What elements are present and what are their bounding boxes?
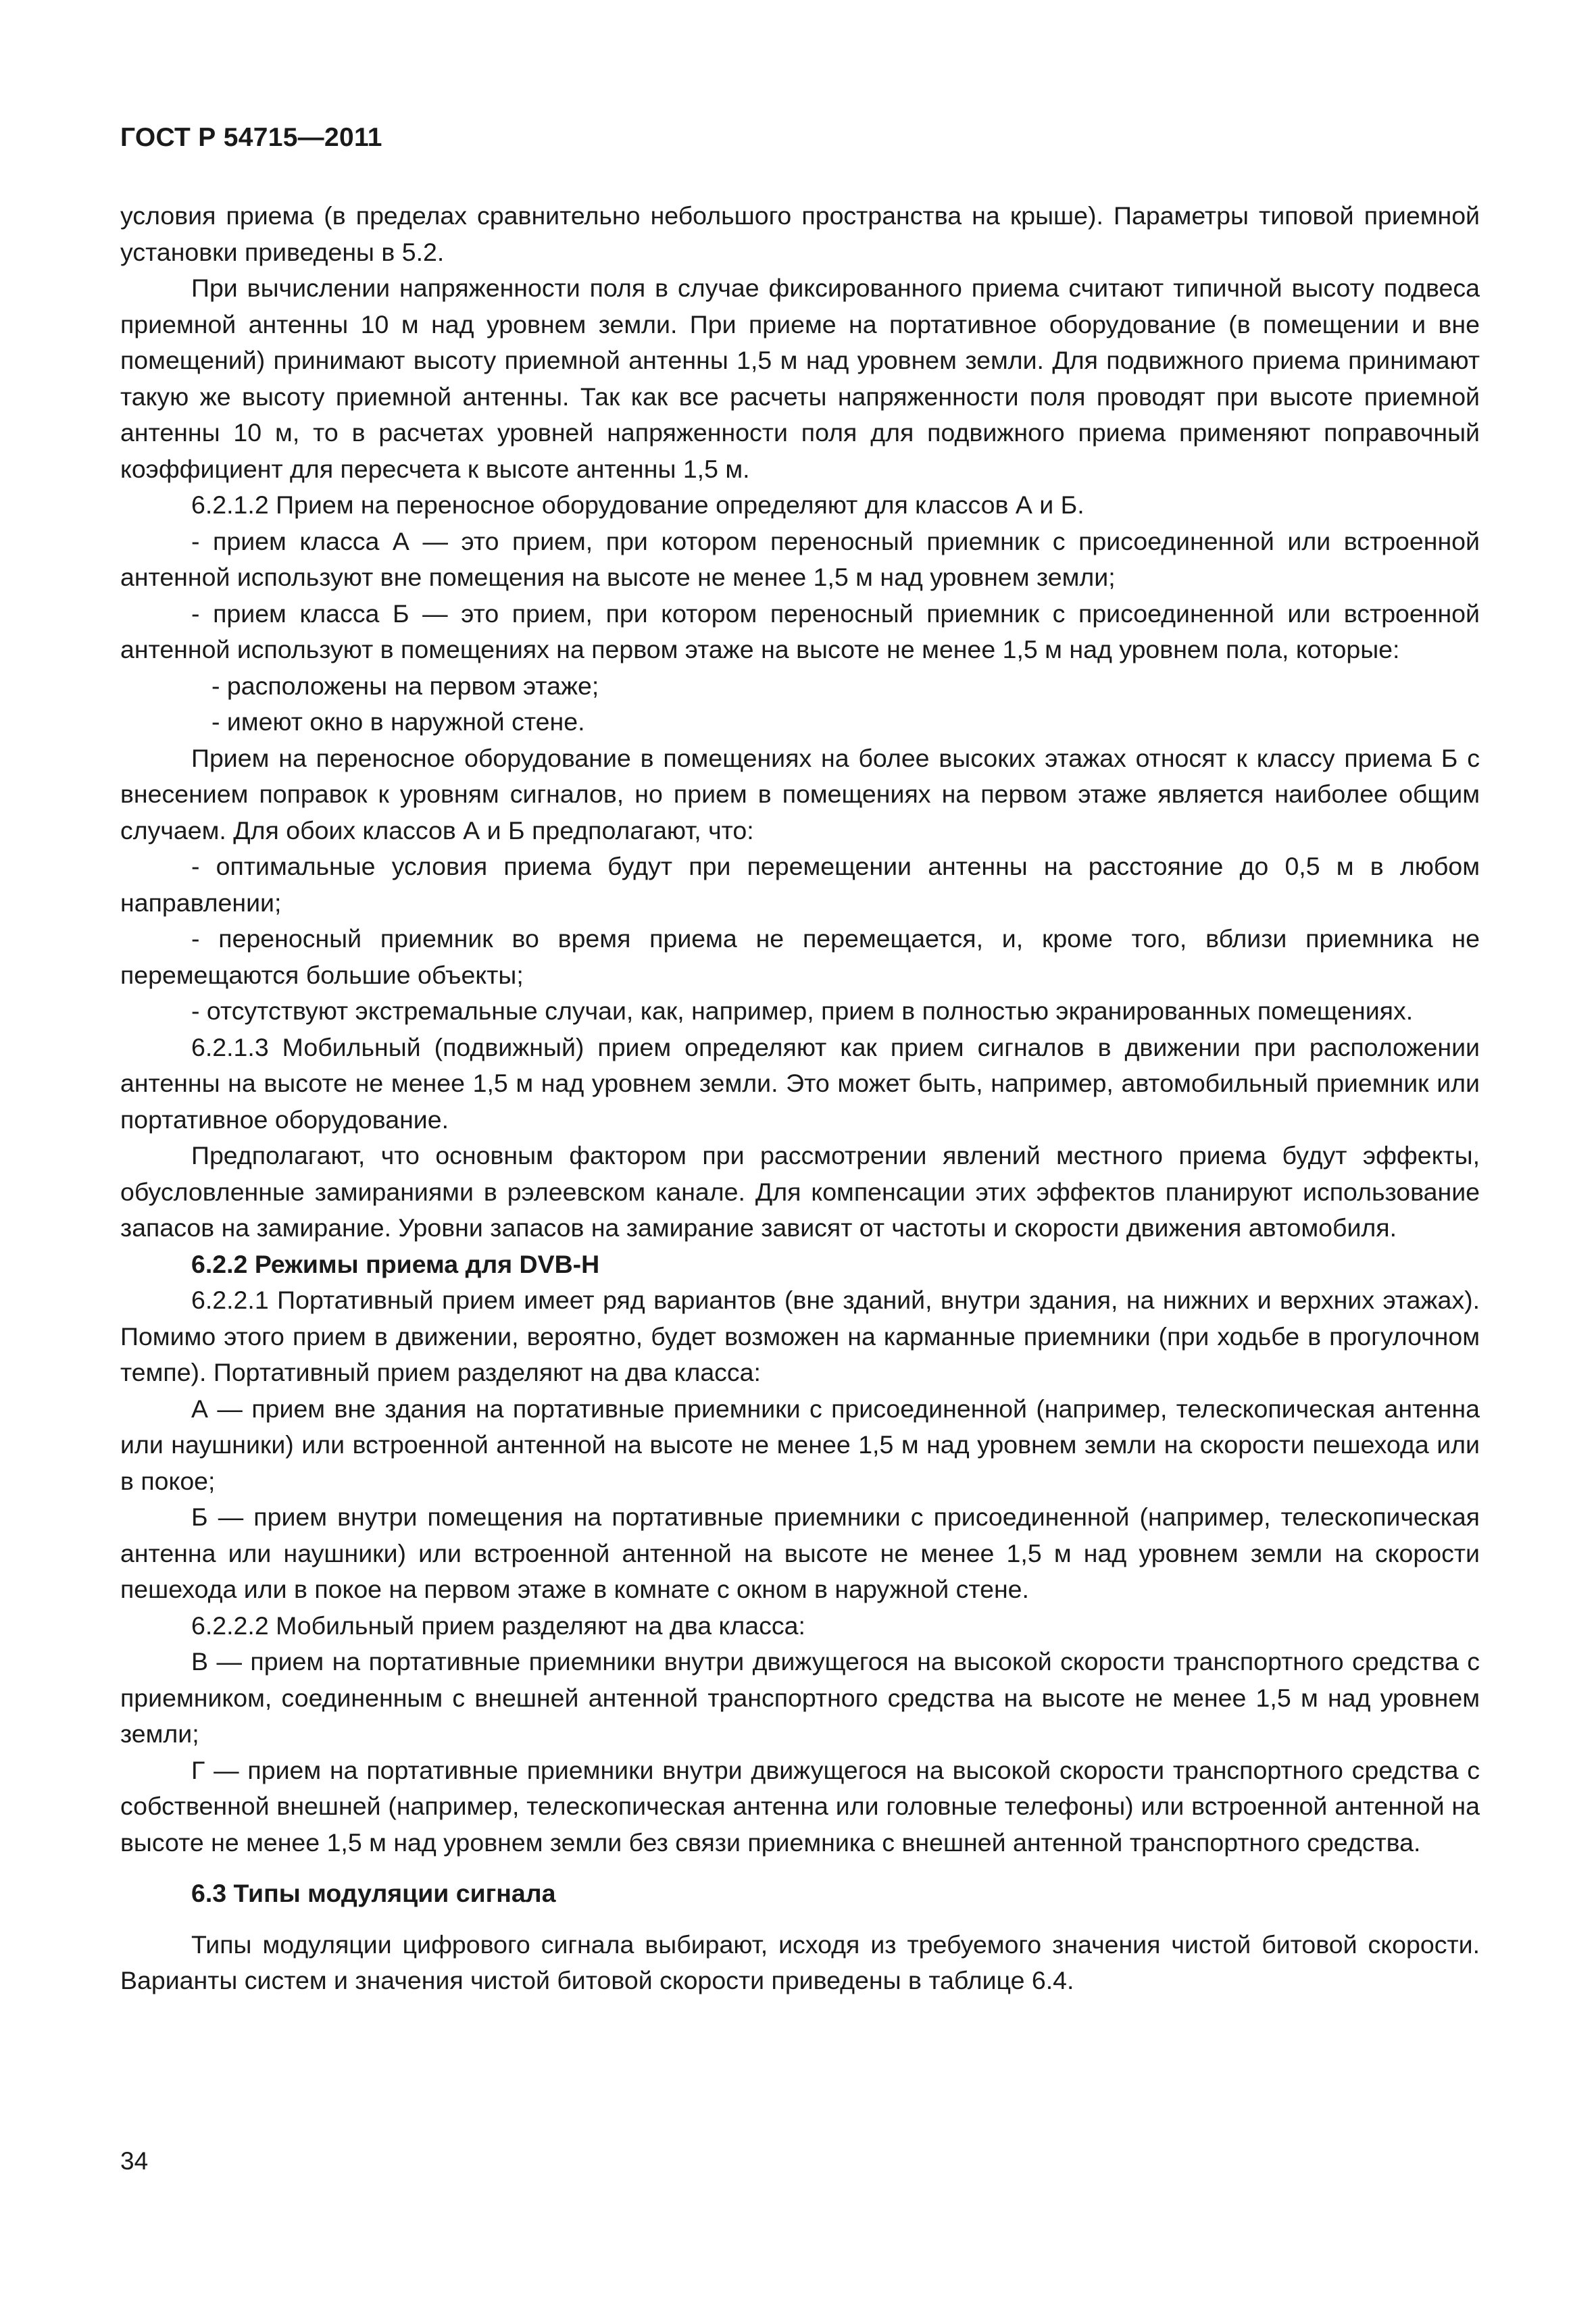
- paragraph: 6.2.2.2 Мобильный прием разделяют на два класса:: [191, 1611, 805, 1640]
- list-item: - отсутствуют экстремальные случаи, как, например, прием в полностью экранированных помещениях.: [191, 997, 1414, 1025]
- paragraph: Прием на переносное оборудование в помещениях на более высоких этажах относят к классу приема Б с внесением поправок к уровням сигналов, но прием в помещениях на первом этаже является наиболее общим случаем. Для обоих классов А и Б предполагают, что:: [120, 743, 1480, 845]
- paragraph: Б — прием внутри помещения на портативные приемники с присоединенной (например, телескопическая антенна или наушники) или встроенной антенной на высоте не менее 1,5 м над уровнем земли на скорости пешехода или в покое на первом этаже в комнате с окном в наружной стене.: [120, 1503, 1480, 1603]
- paragraph: При вычислении напряженности поля в случае фиксированного приема считают типичной высоту подвеса приемной антенны 10 м над уровнем земли. При приеме на портативное оборудование (в помещении и вне помещений) принимают высоту приемной антенны 1,5 м над уровнем земли. Для подвижного приема принимают такую же высоту приемной антенны. Так как все расчеты напряженности поля проводят при высоте приемной антенны 10 м, то в расчетах уровней напряженности поля для подвижного приема применяют поправочный коэффициент для пересчета к высоте антенны 1,5 м.: [120, 274, 1480, 483]
- paragraph: условия приема (в пределах сравнительно небольшого пространства на крыше). Параметры типовой приемной установки приведены в 5.2.: [120, 201, 1480, 266]
- document-body: [120, 198, 1480, 1999]
- paragraph: В — прием на портативные приемники внутри движущегося на высокой скорости транспортного средства с приемником, соединенным с внешней антенной транспортного средства на высоте не менее 1,5 м над уровнем земли;: [120, 1647, 1480, 1748]
- paragraph: Предполагают, что основным фактором при рассмотрении явлений местного приема будут эффекты, обусловленные замираниями в рэлеевском канале. Для компенсации этих эффектов планируют использование запасов на замирание. Уровни запасов на замирание зависят от частоты и скорости движения автомобиля.: [120, 1141, 1480, 1242]
- list-item: - расположены на первом этаже;: [211, 671, 599, 700]
- paragraph: 6.2.2.1 Портативный прием имеет ряд вариантов (вне зданий, внутри здания, на нижних и верхних этажах). Помимо этого прием в движении, вероятно, будет возможен на карманные приемники (при ходьбе в прогулочном темпе). Портативный прием разделяют на два класса:: [120, 1286, 1480, 1386]
- paragraph: 6.2.1.2 Прием на переносное оборудование определяют для классов А и Б.: [191, 491, 1084, 519]
- paragraph: Г — прием на портативные приемники внутри движущегося на высокой скорости транспортного средства с собственной внешней (например, телескопическая антенна или головные телефоны) или встроенной антенной на высоте не менее 1,5 м над уровнем земли без связи приемника с внешней антенной транспортного средства.: [120, 1755, 1480, 1857]
- document-header: ГОСТ Р 54715—2011: [120, 123, 382, 152]
- list-item: - оптимальные условия приема будут при перемещении антенны на расстояние до 0,5 м в любом направлении;: [120, 852, 1480, 917]
- section-heading: 6.2.2 Режимы приема для DVB-H: [191, 1249, 600, 1278]
- list-item: - переносный приемник во время приема не перемещается, и, кроме того, вблизи приемника не перемещаются большие объекты;: [120, 924, 1480, 989]
- list-item: - прием класса А — это прием, при котором переносный приемник с присоединенной или встроенной антенной используют вне помещения на высоте не менее 1,5 м над уровнем земли;: [120, 526, 1480, 591]
- paragraph: 6.2.1.3 Мобильный (подвижный) прием определяют как прием сигналов в движении при расположении антенны на высоте не менее 1,5 м над уровнем земли. Это может быть, например, автомобильный приемник или портативное оборудование.: [120, 1032, 1480, 1134]
- list-item: - прием класса Б — это прием, при котором переносный приемник с присоединенной или встроенной антенной используют в помещениях на первом этаже на высоте не менее 1,5 м над уровнем пола, которые:: [120, 599, 1480, 663]
- section-heading: 6.3 Типы модуляции сигнала: [191, 1879, 556, 1907]
- paragraph: А — прием вне здания на портативные приемники с присоединенной (например, телескопическая антенна или наушники) или встроенной антенной на высоте не менее 1,5 м над уровнем земли на скорости пешехода или в покое;: [120, 1394, 1480, 1495]
- list-item: - имеют окно в наружной стене.: [211, 707, 585, 736]
- paragraph: Типы модуляции цифрового сигнала выбирают, исходя из требуемого значения чистой битовой скорости. Варианты систем и значения чистой битовой скорости приведены в таблице 6.4.: [120, 1930, 1480, 1994]
- page-number: 34: [120, 2147, 149, 2175]
